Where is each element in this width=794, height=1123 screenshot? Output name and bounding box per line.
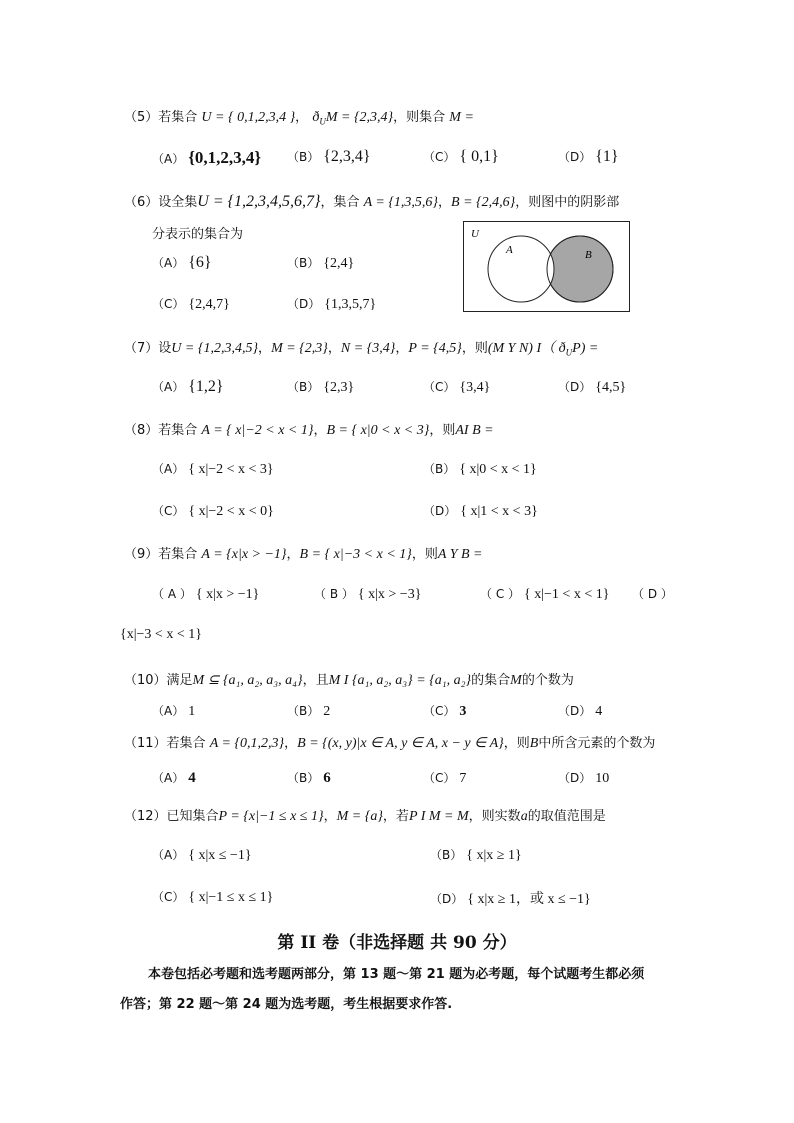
option-value: 4 bbox=[595, 704, 603, 719]
q10-option-b[interactable] bbox=[287, 702, 330, 720]
option-label: （C） bbox=[423, 704, 456, 718]
q11-stem bbox=[124, 732, 655, 752]
q5-complement-sign: ð bbox=[312, 110, 320, 125]
option-label: （A） bbox=[152, 152, 185, 166]
venn-set-a bbox=[488, 236, 554, 302]
q12-if: ，若 bbox=[382, 809, 409, 824]
option-label: （C） bbox=[423, 380, 456, 394]
option-value: {0,1,2,3,4} bbox=[188, 148, 262, 167]
option-value: {6} bbox=[188, 254, 212, 271]
q11-comma: ， bbox=[284, 736, 298, 751]
q5-complement-sub: U bbox=[319, 116, 326, 127]
q10-subset: M ⊆ {a₁, a₂, a₃, a₄} bbox=[192, 673, 303, 688]
section-instructions bbox=[120, 960, 680, 1020]
q5-set-u: U = { 0,1,2,3,4 } bbox=[201, 110, 296, 125]
q10-stem bbox=[124, 669, 574, 689]
option-label: （B） bbox=[287, 256, 320, 270]
option-value: {2,4,7} bbox=[188, 297, 230, 312]
option-label: （B） bbox=[287, 150, 320, 164]
q6-set-b: B = {2,4,6} bbox=[451, 195, 516, 210]
q6-stem bbox=[124, 191, 619, 211]
option-value: {2,3,4} bbox=[323, 148, 371, 165]
option-label: （A） bbox=[152, 380, 185, 394]
q6-option-c[interactable] bbox=[152, 295, 230, 313]
q7-set-n: N = {3,4} bbox=[340, 341, 396, 356]
option-value: { x|1 < x < 3} bbox=[460, 504, 538, 519]
venn-label-u: U bbox=[471, 228, 479, 240]
q8-option-a[interactable] bbox=[152, 460, 274, 478]
option-value: 7 bbox=[459, 771, 467, 786]
option-label: （D） bbox=[287, 297, 321, 311]
option-label: （B） bbox=[287, 704, 320, 718]
venn-diagram bbox=[463, 221, 631, 313]
option-label: （ C ） bbox=[480, 587, 521, 601]
option-label: （D） bbox=[430, 892, 464, 906]
q11-then: ，则 bbox=[503, 736, 530, 751]
q10-condition: M I {a₁, a₂, a₃} = {a₁, a₂} bbox=[328, 673, 472, 688]
option-value: {1,3,5,7} bbox=[324, 297, 377, 312]
q12-option-c[interactable] bbox=[152, 888, 273, 906]
q6-comma: ， bbox=[438, 195, 452, 210]
option-label: （C） bbox=[152, 504, 185, 518]
q7-then: ，则 bbox=[461, 341, 488, 356]
option-label: （B） bbox=[287, 380, 320, 394]
q6-stem-line2: 分表示的集合为 bbox=[152, 227, 244, 242]
q10-option-a[interactable] bbox=[152, 702, 195, 720]
option-value: {2,3} bbox=[323, 380, 355, 395]
q10-text: 的集合 bbox=[471, 673, 511, 688]
q9-comma: ， bbox=[286, 547, 300, 562]
q10-option-c[interactable] bbox=[423, 702, 466, 720]
q11-text-end: 中所含元素的个数为 bbox=[538, 736, 656, 751]
q11-option-a[interactable] bbox=[152, 769, 196, 787]
q9-set-a: A = {x|x > −1} bbox=[201, 547, 287, 562]
q6-set-u: U = {1,2,3,4,5,6,7} bbox=[197, 193, 321, 210]
q9-option-d-value[interactable] bbox=[120, 627, 202, 643]
q11-option-c[interactable] bbox=[423, 769, 466, 787]
option-value: {2,4} bbox=[323, 256, 355, 271]
option-value: { x|x ≤ −1} bbox=[188, 848, 252, 863]
option-value: {x|−3 < x < 1} bbox=[120, 627, 202, 642]
option-value: { x|−1 < x < 1} bbox=[524, 587, 610, 602]
option-value: { x|−2 < x < 3} bbox=[188, 462, 274, 477]
option-label: （C） bbox=[152, 297, 185, 311]
option-label: （ D ） bbox=[632, 587, 673, 601]
q5-option-a[interactable] bbox=[152, 148, 261, 168]
option-value: { x|0 < x < 1} bbox=[459, 462, 537, 477]
option-label: （A） bbox=[152, 848, 185, 862]
q6-set-a: A = {1,3,5,6} bbox=[363, 195, 439, 210]
venn-label-b: B bbox=[585, 249, 592, 261]
option-value: { x|x > −3} bbox=[357, 587, 422, 602]
option-value: { x|x > −1} bbox=[195, 587, 260, 602]
q8-option-d[interactable] bbox=[423, 502, 538, 520]
q9-then: ，则 bbox=[411, 547, 438, 562]
option-label: （C） bbox=[152, 890, 185, 904]
instructions-line-1: 本卷包括必考题和选考题两部分，第 13 题～第 21 题为必考题，每个试题考生都必须 bbox=[148, 967, 645, 982]
q12-option-d[interactable] bbox=[430, 888, 591, 908]
q6-option-d[interactable] bbox=[287, 295, 376, 313]
q10-and: ，且 bbox=[302, 673, 329, 688]
q5-option-d[interactable] bbox=[558, 148, 619, 166]
q8-option-c[interactable] bbox=[152, 502, 274, 520]
option-label: （B） bbox=[287, 771, 320, 785]
q12-text-end: 的取值范围是 bbox=[527, 809, 606, 824]
q10-text-end: 的个数为 bbox=[521, 673, 574, 688]
q7-comma-3: ， bbox=[395, 341, 409, 356]
option-value: {1,2} bbox=[188, 378, 224, 395]
option-label: （A） bbox=[152, 704, 185, 718]
q6-number: （6）设全集 bbox=[124, 195, 198, 210]
q6-text-a: ，集合 bbox=[320, 195, 364, 210]
q9-expression: A Y B = bbox=[437, 547, 483, 562]
q10-number: （10）满足 bbox=[124, 673, 193, 688]
q8-option-b[interactable] bbox=[423, 460, 537, 478]
q8-set-b: B = { x|0 < x < 3} bbox=[326, 423, 430, 438]
q9-option-d-label[interactable] bbox=[632, 585, 677, 602]
option-value: { 0,1} bbox=[459, 148, 499, 165]
q5-option-c[interactable] bbox=[423, 148, 499, 166]
option-value: { x|x ≥ 1} bbox=[466, 848, 522, 863]
option-value: 4 bbox=[188, 770, 196, 786]
option-label: （D） bbox=[558, 771, 592, 785]
q7-expression: (M Y N) I（ ð bbox=[487, 341, 566, 356]
q11-option-b[interactable] bbox=[287, 769, 331, 787]
instructions-line-2: 作答；第 22 题～第 24 题为选考题，考生根据要求作答. bbox=[120, 997, 453, 1012]
q7-set-m: M = {2,3} bbox=[271, 341, 328, 356]
option-label: （D） bbox=[558, 704, 592, 718]
q5-then: ，则集合 bbox=[393, 110, 450, 125]
q9-option-c[interactable] bbox=[480, 585, 609, 603]
option-value: 10 bbox=[595, 771, 610, 786]
q6-text-end: ，则图中的阴影部 bbox=[515, 195, 620, 210]
q9-option-b[interactable] bbox=[314, 585, 421, 603]
q10-option-d[interactable] bbox=[558, 702, 602, 720]
option-label: （ B ） bbox=[314, 587, 354, 601]
option-value: { x|−2 < x < 0} bbox=[188, 504, 274, 519]
q7-set-u: U = {1,2,3,4,5} bbox=[171, 341, 259, 356]
option-label: （ A ） bbox=[152, 587, 192, 601]
option-label: （B） bbox=[430, 848, 463, 862]
section-title: 第 II 卷（非选择题 共 90 分） bbox=[277, 933, 517, 953]
q9-set-b: B = { x|−3 < x < 1} bbox=[299, 547, 412, 562]
q5-comma: ， bbox=[295, 110, 309, 125]
q8-expression: AI B = bbox=[455, 423, 494, 438]
q11-set-b: B = {(x, y)|x ∈ A, y ∈ A, x − y ∈ A} bbox=[297, 736, 504, 751]
option-label: （D） bbox=[558, 380, 592, 394]
q8-number: （8）若集合 bbox=[124, 423, 202, 438]
q7-comma-1: ， bbox=[258, 341, 272, 356]
q6-option-a[interactable] bbox=[152, 254, 212, 272]
q12-stem bbox=[124, 805, 606, 825]
q12-comma: ， bbox=[323, 809, 337, 824]
q7-set-p: P = {4,5} bbox=[408, 341, 462, 356]
venn-label-a: A bbox=[506, 244, 513, 256]
q12-a: a bbox=[520, 809, 528, 824]
option-label: （D） bbox=[423, 504, 457, 518]
q7-option-c[interactable] bbox=[423, 378, 490, 396]
option-label: （C） bbox=[423, 150, 456, 164]
q11-option-d[interactable] bbox=[558, 769, 609, 787]
q5-stem bbox=[124, 106, 474, 127]
q7-expression-end: P) = bbox=[572, 341, 599, 356]
q12-number: （12）已知集合 bbox=[124, 809, 219, 824]
option-label: （A） bbox=[152, 771, 185, 785]
option-value: { x|−1 ≤ x ≤ 1} bbox=[188, 890, 274, 905]
option-value: 3 bbox=[459, 704, 467, 719]
option-value: 6 bbox=[323, 770, 331, 786]
q7-option-b[interactable] bbox=[287, 378, 354, 396]
q11-set-a: A = {0,1,2,3} bbox=[209, 736, 285, 751]
q7-stem bbox=[124, 337, 598, 358]
option-label: （A） bbox=[152, 256, 185, 270]
q8-stem bbox=[124, 419, 494, 439]
option-label: （A） bbox=[152, 462, 185, 476]
q12-condition: P I M = M bbox=[408, 809, 469, 824]
q6-option-b[interactable] bbox=[287, 254, 354, 272]
q9-stem bbox=[124, 543, 482, 563]
option-value: 1 bbox=[188, 704, 196, 719]
q12-set-p: P = {x|−1 ≤ x ≤ 1} bbox=[218, 809, 324, 824]
option-value: {1} bbox=[595, 148, 619, 165]
q9-number: （9）若集合 bbox=[124, 547, 202, 562]
q12-text: ，则实数 bbox=[468, 809, 521, 824]
q8-comma: ， bbox=[313, 423, 327, 438]
q9-option-a[interactable] bbox=[152, 585, 259, 603]
q10-m: M bbox=[510, 673, 522, 688]
q11-number: （11）若集合 bbox=[124, 736, 210, 751]
q12-set-m: M = {a} bbox=[336, 809, 383, 824]
option-value: { x|x ≥ 1，或 x ≤ −1} bbox=[467, 892, 591, 907]
option-label: （B） bbox=[423, 462, 456, 476]
q7-number: （7）设 bbox=[124, 341, 172, 356]
q12-option-b[interactable] bbox=[430, 846, 522, 864]
q5-complement-m: M = {2,3,4} bbox=[325, 110, 394, 125]
q7-comma-2: ， bbox=[327, 341, 341, 356]
option-value: {3,4} bbox=[459, 380, 491, 395]
option-value: 2 bbox=[323, 704, 331, 719]
option-label: （D） bbox=[558, 150, 592, 164]
q8-then: ，则 bbox=[429, 423, 456, 438]
q12-option-a[interactable] bbox=[152, 846, 252, 864]
q8-set-a: A = { x|−2 < x < 1} bbox=[201, 423, 314, 438]
q5-number: （5）若集合 bbox=[124, 110, 202, 125]
q7-option-d[interactable] bbox=[558, 378, 626, 396]
q7-option-a[interactable] bbox=[152, 378, 224, 396]
option-value: {4,5} bbox=[595, 380, 627, 395]
q11-b: B bbox=[529, 736, 539, 751]
option-label: （C） bbox=[423, 771, 456, 785]
q7-complement-sub: U bbox=[565, 347, 573, 358]
q5-target: M = bbox=[449, 110, 474, 125]
q5-option-b[interactable] bbox=[287, 148, 371, 166]
